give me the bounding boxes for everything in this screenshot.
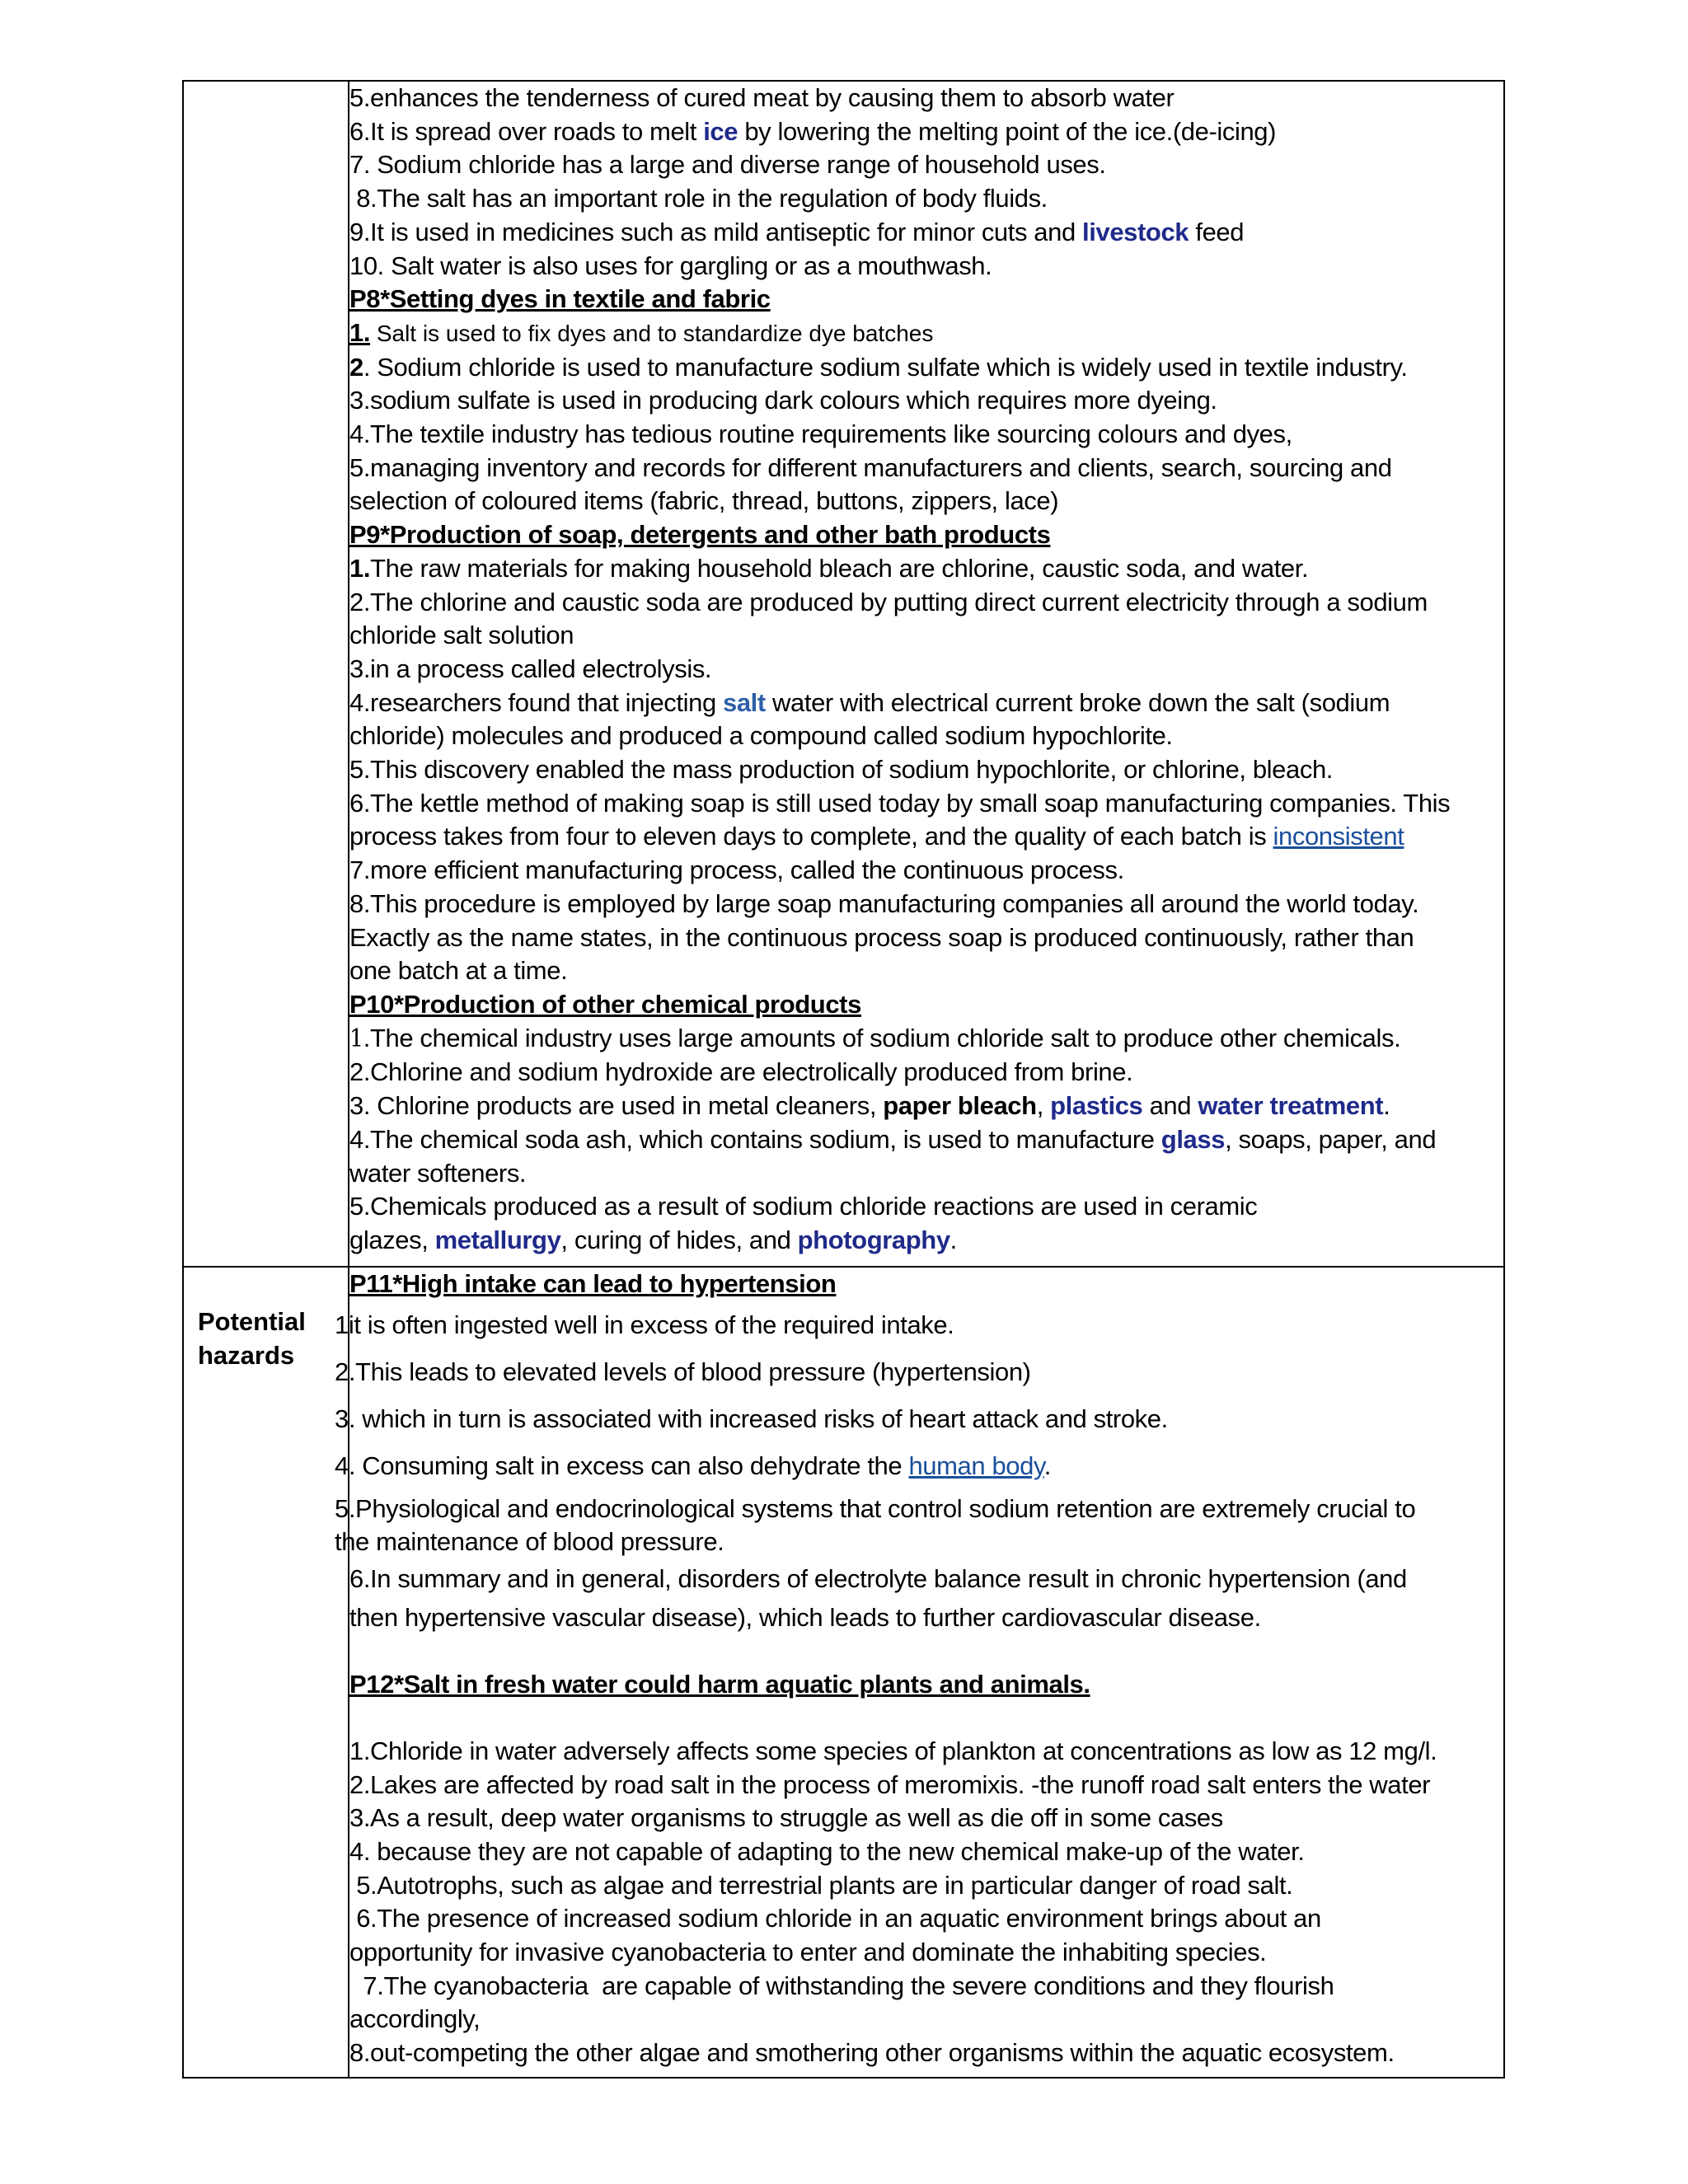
link-inconsistent[interactable]: inconsistent xyxy=(1273,822,1404,851)
list-item: 6.The kettle method of making soap is still used today by small soap manufacturing companies. This xyxy=(349,788,1451,818)
list-item: 4. because they are not capable of adapting to the new chemical make-up of the water. xyxy=(349,1836,1305,1866)
list-item: 1it is often ingested well in excess of the required intake. xyxy=(335,1310,954,1339)
uses-block xyxy=(349,82,1503,1258)
list-item: 5.managing inventory and records for different manufacturers and clients, search, sourcing and xyxy=(349,452,1392,482)
spacer xyxy=(349,1702,1503,1735)
keyword-glass: glass xyxy=(1160,1124,1226,1154)
list-item: accordingly, xyxy=(349,2004,481,2034)
list-item: 6.In summary and in general, disorders of electrolyte balance result in chronic hypertension (and xyxy=(349,1564,1407,1594)
list-item: 5.enhances the tenderness of cured meat by causing them to absorb water xyxy=(349,83,1175,112)
section-heading-p9: P9*Production of soap, detergents and other bath products xyxy=(349,520,1051,550)
keyword-metallurgy: metallurgy xyxy=(434,1225,561,1254)
link-human-body[interactable]: human body xyxy=(908,1451,1044,1480)
list-item: 4.researchers found that injecting salt water with electrical current broke down the salt (sodium xyxy=(349,687,1390,717)
list-item: 5.Physiological and endocrinological systems that control sodium retention are extremely crucial to xyxy=(335,1493,1416,1523)
list-item: 2.Lakes are affected by road salt in the process of meromixis. -the runoff road salt enters the water xyxy=(349,1769,1431,1799)
section-heading-p11: P11*High intake can lead to hypertension xyxy=(349,1269,837,1298)
keyword-water-treatment: water treatment xyxy=(1198,1091,1384,1121)
list-item: 5.This discovery enabled the mass production of sodium hypochlorite, or chlorine, bleach. xyxy=(349,755,1334,785)
content-table xyxy=(182,80,1505,2079)
keyword-livestock: livestock xyxy=(1082,217,1189,246)
list-item: 2.This leads to elevated levels of blood pressure (hypertension) xyxy=(335,1357,1031,1386)
list-item: process takes from four to eleven days to complete, and the quality of each batch is inconsistent xyxy=(349,822,1404,851)
list-item: 3. Chlorine products are used in metal cleaners, paper bleach, plastics and water treatment. xyxy=(349,1091,1390,1121)
section-heading-p8: P8*Setting dyes in textile and fabric xyxy=(349,284,771,314)
list-item: 1.The raw materials for making household bleach are chlorine, caustic soda, and water. xyxy=(349,553,1309,583)
hazards-label-line1: Potential xyxy=(198,1307,306,1336)
list-item: then hypertensive vascular disease), which leads to further cardiovascular disease. xyxy=(349,1603,1261,1633)
list-item: glazes, metallurgy, curing of hides, and photography. xyxy=(349,1225,957,1254)
list-item: 5.Chemicals produced as a result of sodium chloride reactions are used in ceramic xyxy=(349,1192,1258,1221)
list-item: 3.As a result, deep water organisms to struggle as well as die off in some cases xyxy=(349,1803,1223,1833)
section-heading-p12: P12*Salt in fresh water could harm aquatic plants and animals. xyxy=(349,1670,1090,1699)
list-item: 7.The cyanobacteria are capable of withstanding the severe conditions and they flourish xyxy=(349,1971,1334,2000)
uses-cell xyxy=(349,81,1504,1267)
list-item: 3.in a process called electrolysis. xyxy=(349,654,712,683)
empty-label-cell xyxy=(183,81,349,1267)
list-item: 4.The textile industry has tedious routine requirements like sourcing colours and dyes, xyxy=(349,419,1292,449)
list-item: the maintenance of blood pressure. xyxy=(335,1527,724,1557)
list-item: 8.out-competing the other algae and smothering other organisms within the aquatic ecosystem. xyxy=(349,2038,1395,2068)
list-item: 7.more efficient manufacturing process, called the continuous process. xyxy=(349,855,1124,885)
hazards-cell xyxy=(335,1267,1504,2078)
list-item: 8.The salt has an important role in the regulation of body fluids. xyxy=(349,184,1048,213)
list-item: 1. Salt is used to fix dyes and to standardize dye batches xyxy=(349,317,934,347)
hazards-label-cell xyxy=(183,1267,349,2078)
list-item: opportunity for invasive cyanobacteria to enter and dominate the inhabiting species. xyxy=(349,1938,1267,1967)
table-row xyxy=(183,81,1504,1267)
list-item: 6.The presence of increased sodium chloride in an aquatic environment brings about an xyxy=(349,1904,1321,1933)
list-item: 7. Sodium chloride has a large and diverse range of household uses. xyxy=(349,150,1106,180)
list-item: 4.The chemical soda ash, which contains sodium, is used to manufacture glass, soaps, paper, and xyxy=(349,1124,1437,1154)
list-item: 2.The chlorine and caustic soda are produced by putting direct current electricity through a sodium xyxy=(349,587,1428,616)
list-item: 10. Salt water is also uses for gargling or as a mouthwash. xyxy=(349,251,992,280)
list-item: water softeners. xyxy=(349,1158,527,1188)
keyword-ice: ice xyxy=(703,116,738,146)
keyword-photography: photography xyxy=(797,1225,950,1254)
keyword-plastics: plastics xyxy=(1050,1091,1143,1121)
list-item: 6.It is spread over roads to melt ice by lowering the melting point of the ice.(de-icing) xyxy=(349,116,1277,146)
list-item: one batch at a time. xyxy=(349,956,568,986)
hazards-label-line2: hazards xyxy=(198,1341,295,1370)
keyword-salt: salt xyxy=(723,687,766,717)
list-item: 3. which in turn is associated with increased risks of heart attack and stroke. xyxy=(335,1404,1168,1433)
list-item: Exactly as the name states, in the continuous process soap is produced continuously, rather than xyxy=(349,922,1414,952)
table-row xyxy=(183,1267,1504,2078)
list-item: 8.This procedure is employed by large soap manufacturing companies all around the world today. xyxy=(349,888,1419,918)
section-heading-p10: P10*Production of other chemical products xyxy=(349,989,861,1019)
hazards-label xyxy=(198,1305,306,1372)
list-item: 1.The chemical industry uses large amounts of sodium chloride salt to produce other chemicals. xyxy=(349,1023,1401,1053)
list-item: chloride salt solution xyxy=(349,621,574,650)
list-item: chloride) molecules and produced a compound called sodium hypochlorite. xyxy=(349,721,1173,751)
list-item: 3.sodium sulfate is used in producing dark colours which requires more dyeing. xyxy=(349,386,1217,415)
list-item: selection of coloured items (fabric, thread, buttons, zippers, lace) xyxy=(349,486,1059,516)
spacer xyxy=(349,1637,1503,1668)
list-item: 2. Sodium chloride is used to manufacture sodium sulfate which is widely used in textile industry. xyxy=(349,352,1408,382)
list-item: 1.Chloride in water adversely affects some species of plankton at concentrations as low as 12 mg/l. xyxy=(349,1736,1437,1765)
list-item: 9.It is used in medicines such as mild antiseptic for minor cuts and livestock feed xyxy=(349,217,1245,246)
list-item: 4. Consuming salt in excess can also dehydrate the human body. xyxy=(335,1451,1051,1480)
list-item: 2.Chlorine and sodium hydroxide are electrolically produced from brine. xyxy=(349,1057,1133,1087)
list-item: 5.Autotrophs, such as algae and terrestrial plants are in particular danger of road salt. xyxy=(349,1870,1293,1900)
